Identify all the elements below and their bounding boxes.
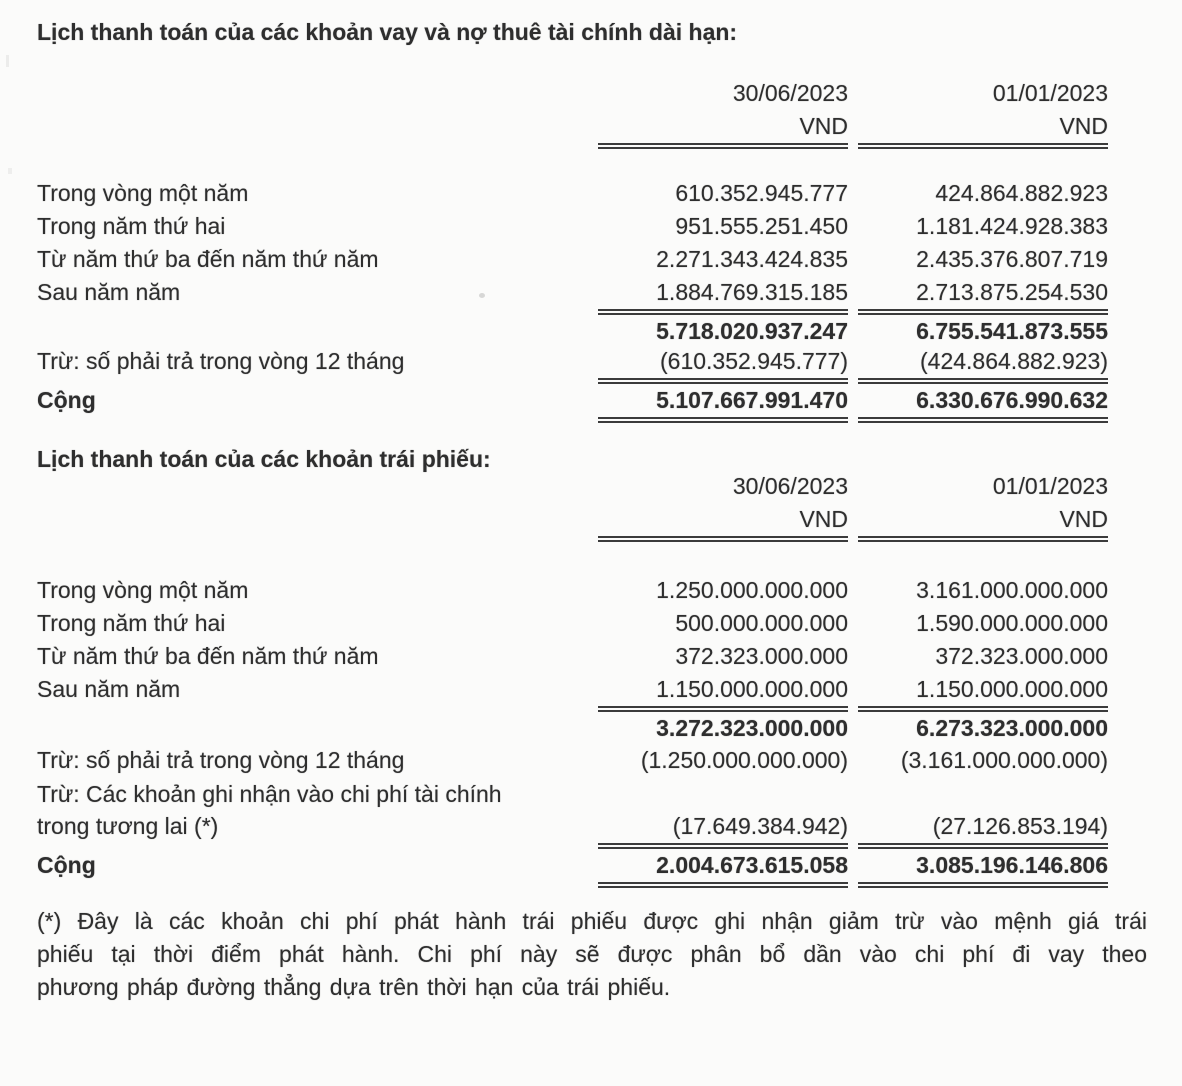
table1-header-rule [37, 143, 1108, 149]
table-rule [598, 417, 848, 423]
bond-schedule-table [37, 470, 1108, 888]
table2-header-rule [37, 536, 1108, 542]
row-value-col1: 2.271.343.424.835 [656, 246, 848, 272]
total-row [37, 384, 1108, 417]
less-row [37, 345, 1108, 378]
row-value-col2: 2.713.875.254.530 [916, 279, 1108, 305]
total-value-col2: 6.330.676.990.632 [916, 387, 1108, 413]
subtotal-row [37, 315, 1108, 348]
total-value-col1: 2.004.673.615.058 [656, 852, 848, 878]
row-value-col2: 424.864.882.923 [935, 180, 1108, 206]
table1-col1-unit: VND [799, 113, 848, 139]
row-value-col1: 1.150.000.000.000 [656, 676, 848, 702]
row-value-col1: 610.352.945.777 [675, 180, 848, 206]
table1-header-dates [37, 77, 1108, 110]
less-row-two-line [37, 778, 1108, 843]
row-value-col2: (3.161.000.000.000) [900, 747, 1108, 773]
row-value-col2: 2.435.376.807.719 [916, 246, 1108, 272]
table2-col2-date: 01/01/2023 [992, 473, 1108, 499]
row-label: Trong năm thứ hai [37, 610, 226, 636]
footnote-line: (*) Đây là các khoản chi phí phát hành trái phiếu được ghi nhận giảm trừ vào mệnh giá trái [37, 908, 1147, 934]
row-label: Trong năm thứ hai [37, 213, 226, 239]
table-row [37, 607, 1108, 640]
scan-artifact [6, 55, 9, 67]
less-row [37, 744, 1108, 777]
loan-schedule-title: Lịch thanh toán của các khoản vay và nợ thuê tài chính dài hạn: [37, 19, 738, 45]
subtotal-value-col2: 6.273.323.000.000 [916, 715, 1108, 741]
table1-header-units [37, 110, 1108, 143]
table-rule [598, 536, 848, 542]
subtotal-value-col1: 5.718.020.937.247 [656, 318, 848, 344]
row-label: Sau năm năm [37, 676, 181, 702]
table-rule [858, 882, 1108, 888]
loan-schedule-table [37, 77, 1108, 423]
row-value-col2: 1.150.000.000.000 [916, 676, 1108, 702]
table-rule [598, 882, 848, 888]
total-value-col1: 5.107.667.991.470 [656, 387, 848, 413]
table1-bottom-rule [37, 417, 1108, 423]
row-value-col1: 1.884.769.315.185 [656, 279, 848, 305]
row-label: Trừ: số phải trả trong vòng 12 tháng [37, 348, 405, 374]
row-label: Trong vòng một năm [37, 180, 249, 206]
row-label: Từ năm thứ ba đến năm thứ năm [37, 643, 379, 669]
table1-col1-date: 30/06/2023 [732, 80, 848, 106]
table-rule [858, 417, 1108, 423]
row-label: Sau năm năm [37, 279, 181, 305]
scan-artifact [8, 168, 12, 174]
row-label [37, 778, 598, 843]
row-value-col2: (424.864.882.923) [920, 348, 1108, 374]
footnote-line: phiếu tại thời điểm phát hành. Chi phí này sẽ được phân bổ dần vào chi phí đi vay theo [37, 941, 1147, 967]
subtotal-value-col1: 3.272.323.000.000 [656, 715, 848, 741]
table2-col2-unit: VND [1059, 506, 1108, 532]
row-value-col2: 3.161.000.000.000 [916, 577, 1108, 603]
table-row [37, 210, 1108, 243]
table1-col2-date: 01/01/2023 [992, 80, 1108, 106]
row-value-col1: 500.000.000.000 [675, 610, 848, 636]
footnote-line: phương pháp đường thẳng dựa trên thời hạn của trái phiếu. [37, 974, 671, 1000]
row-value-col2: 1.181.424.928.383 [916, 213, 1108, 239]
row-value-col1: 1.250.000.000.000 [656, 577, 848, 603]
row-label-line2: trong tương lai (*) [37, 813, 219, 839]
table-rule [858, 143, 1108, 149]
table-row [37, 177, 1108, 210]
row-value-col1: 372.323.000.000 [675, 643, 848, 669]
table2-header-units [37, 503, 1108, 536]
row-value-col1: 951.555.251.450 [675, 213, 848, 239]
row-label: Từ năm thứ ba đến năm thứ năm [37, 246, 379, 272]
table-row [37, 243, 1108, 276]
table2-col1-unit: VND [799, 506, 848, 532]
table2-header-dates [37, 470, 1108, 503]
total-value-col2: 3.085.196.146.806 [916, 852, 1108, 878]
row-value-col2: 1.590.000.000.000 [916, 610, 1108, 636]
subtotal-row [37, 712, 1108, 745]
row-value-col2: (27.126.853.194) [932, 813, 1108, 839]
footnote [37, 905, 1147, 1004]
table1-col2-unit: VND [1059, 113, 1108, 139]
row-value-col1: (610.352.945.777) [660, 348, 848, 374]
row-label-line1: Trừ: Các khoản ghi nhận vào chi phí tài chính [37, 781, 502, 807]
table-rule [858, 536, 1108, 542]
row-value-col2: 372.323.000.000 [935, 643, 1108, 669]
row-value-col1: (17.649.384.942) [672, 813, 848, 839]
row-label: Trừ: số phải trả trong vòng 12 tháng [37, 747, 405, 773]
total-row [37, 849, 1108, 882]
total-label: Cộng [37, 387, 96, 413]
table2-col1-date: 30/06/2023 [732, 473, 848, 499]
total-label: Cộng [37, 852, 96, 878]
row-label: Trong vòng một năm [37, 577, 249, 603]
table2-bottom-rule [37, 882, 1108, 888]
row-value-col1: (1.250.000.000.000) [640, 747, 848, 773]
table-row [37, 640, 1108, 673]
table-row [37, 276, 1108, 309]
subtotal-value-col2: 6.755.541.873.555 [916, 318, 1108, 344]
bond-schedule-title: Lịch thanh toán của các khoản trái phiếu: [37, 446, 491, 472]
table-rule [598, 143, 848, 149]
table-row [37, 574, 1108, 607]
table-row [37, 673, 1108, 706]
